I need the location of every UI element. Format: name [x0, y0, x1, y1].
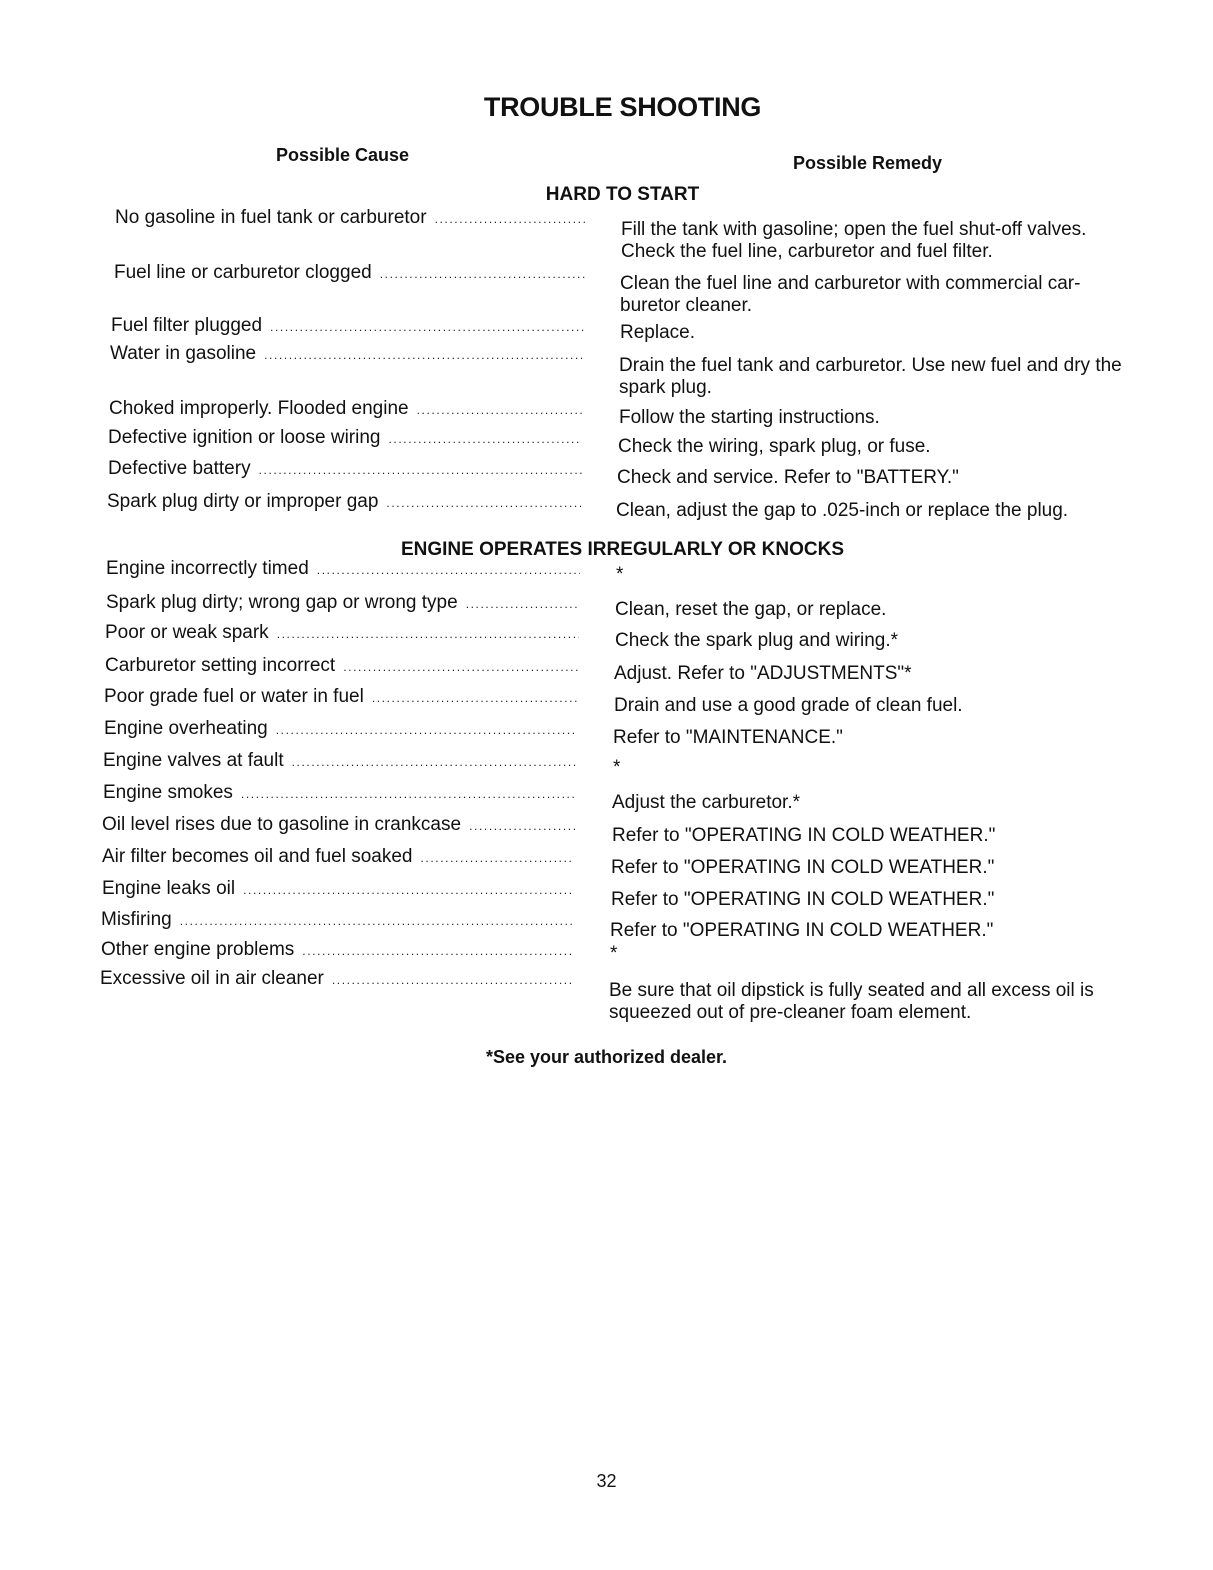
cause-text: Spark plug dirty or improper gap: [107, 491, 379, 512]
remedy-cell: Refer to "OPERATING IN COLD WEATHER.": [610, 920, 994, 941]
cause-cell: [106, 558, 580, 580]
dot-leader: [277, 627, 579, 641]
dot-leader: [380, 267, 585, 281]
dot-leader: [243, 883, 574, 897]
cause-cell: [108, 427, 582, 449]
cause-text: Air filter becomes oil and fuel soaked: [102, 846, 413, 867]
cause-text: Excessive oil in air cleaner: [100, 968, 324, 989]
cause-text: Fuel filter plugged: [111, 315, 263, 336]
remedy-cell: Clean, adjust the gap to .025-inch or replace the plug.: [616, 500, 1069, 521]
remedy-cell: Refer to "OPERATING IN COLD WEATHER.": [611, 889, 995, 910]
dot-leader: [264, 348, 584, 362]
dot-leader: [259, 463, 582, 477]
cause-text: Engine overheating: [104, 718, 268, 739]
cause-cell: [102, 878, 574, 900]
cause-cell: [108, 458, 582, 480]
cause-cell: [104, 718, 577, 740]
dot-leader: [292, 755, 576, 769]
section-heading-engine-irregular: ENGINE OPERATES IRREGULARLY OR KNOCKS: [400, 539, 845, 560]
cause-text: Engine incorrectly timed: [106, 558, 309, 579]
remedy-cell: Be sure that oil dipstick is fully seated and all excess oil is squeezed out of pre-cleaner foam element.: [609, 980, 1094, 1023]
remedy-cell: Adjust the carburetor.*: [612, 792, 800, 813]
remedy-cell: Clean the fuel line and carburetor with commercial car-buretor cleaner.: [620, 273, 1081, 316]
cause-cell: [102, 814, 575, 836]
cause-text: Water in gasoline: [110, 343, 257, 364]
remedy-cell: Follow the starting instructions.: [619, 407, 880, 428]
dot-leader: [180, 914, 573, 928]
cause-text: Defective battery: [108, 458, 251, 479]
remedy-cell: Refer to "OPERATING IN COLD WEATHER.": [611, 857, 995, 878]
cause-text: Misfiring: [101, 909, 172, 930]
remedy-cell: Refer to "MAINTENANCE.": [613, 727, 843, 748]
remedy-cell: *: [613, 757, 621, 778]
dot-leader: [302, 944, 572, 958]
cause-cell: [103, 782, 575, 804]
cause-text: Poor grade fuel or water in fuel: [104, 686, 364, 707]
cause-cell: [110, 343, 584, 365]
dot-leader: [343, 660, 578, 674]
remedy-cell: Check the wiring, spark plug, or fuse.: [618, 436, 931, 457]
dot-leader: [388, 432, 582, 446]
section-heading-hard-to-start: HARD TO START: [545, 184, 700, 205]
cause-text: Other engine problems: [101, 939, 295, 960]
cause-cell: [100, 968, 571, 990]
dot-leader: [469, 819, 575, 833]
cause-cell: [115, 207, 585, 229]
cause-cell: [105, 622, 579, 644]
cause-text: Engine smokes: [103, 782, 233, 803]
dot-leader: [241, 787, 575, 801]
page-number: 32: [596, 1471, 617, 1491]
cause-cell: [111, 315, 584, 337]
cause-text: Choked improperly. Flooded engine: [109, 398, 409, 419]
dot-leader: [466, 597, 580, 611]
cause-cell: [106, 592, 580, 614]
dot-leader: [270, 320, 584, 334]
cause-text: Carburetor setting incorrect: [105, 655, 336, 676]
cause-cell: [102, 846, 574, 868]
cause-text: Engine valves at fault: [103, 750, 284, 771]
cause-text: Poor or weak spark: [105, 622, 269, 643]
remedy-cell: *: [610, 943, 618, 964]
dot-leader: [421, 851, 575, 865]
remedy-cell: Drain the fuel tank and carburetor. Use new fuel and dry the spark plug.: [619, 355, 1122, 398]
cause-text: Defective ignition or loose wiring: [108, 427, 381, 448]
cause-column-header: Possible Cause: [276, 145, 410, 165]
cause-text: No gasoline in fuel tank or carburetor: [115, 207, 427, 228]
cause-cell: [107, 491, 581, 513]
remedy-cell: *: [616, 564, 624, 585]
remedy-cell: Replace.: [620, 322, 695, 343]
cause-text: Engine leaks oil: [102, 878, 236, 899]
dot-leader: [417, 403, 583, 417]
remedy-cell: Adjust. Refer to "ADJUSTMENTS"*: [614, 663, 912, 684]
dot-leader: [435, 212, 585, 226]
cause-cell: [109, 398, 583, 420]
cause-text: Oil level rises due to gasoline in crankcase: [102, 814, 462, 835]
dot-leader: [276, 723, 577, 737]
cause-text: Fuel line or carburetor clogged: [114, 262, 372, 283]
cause-text: Spark plug dirty; wrong gap or wrong type: [106, 592, 458, 613]
remedy-cell: Drain and use a good grade of clean fuel.: [614, 695, 963, 716]
cause-cell: [105, 655, 578, 677]
remedy-cell: Refer to "OPERATING IN COLD WEATHER.": [612, 825, 996, 846]
cause-cell: [101, 909, 573, 931]
dot-leader: [332, 973, 571, 987]
remedy-cell: Fill the tank with gasoline; open the fuel shut-off valves. Check the fuel line, carburetor and fuel filter.: [621, 219, 1087, 262]
footnote: *See your authorized dealer.: [485, 1047, 728, 1067]
cause-cell: [103, 750, 576, 772]
dot-leader: [372, 691, 577, 705]
cause-cell: [101, 939, 572, 961]
dot-leader: [317, 563, 580, 577]
remedy-cell: Clean, reset the gap, or replace.: [615, 599, 887, 620]
remedy-column-header: Possible Remedy: [793, 153, 943, 173]
remedy-cell: Check the spark plug and wiring.*: [615, 630, 899, 651]
dot-leader: [386, 496, 581, 510]
page-title: TROUBLE SHOOTING: [483, 92, 762, 122]
remedy-cell: Check and service. Refer to "BATTERY.": [617, 467, 959, 488]
cause-cell: [114, 262, 585, 284]
cause-cell: [104, 686, 577, 708]
